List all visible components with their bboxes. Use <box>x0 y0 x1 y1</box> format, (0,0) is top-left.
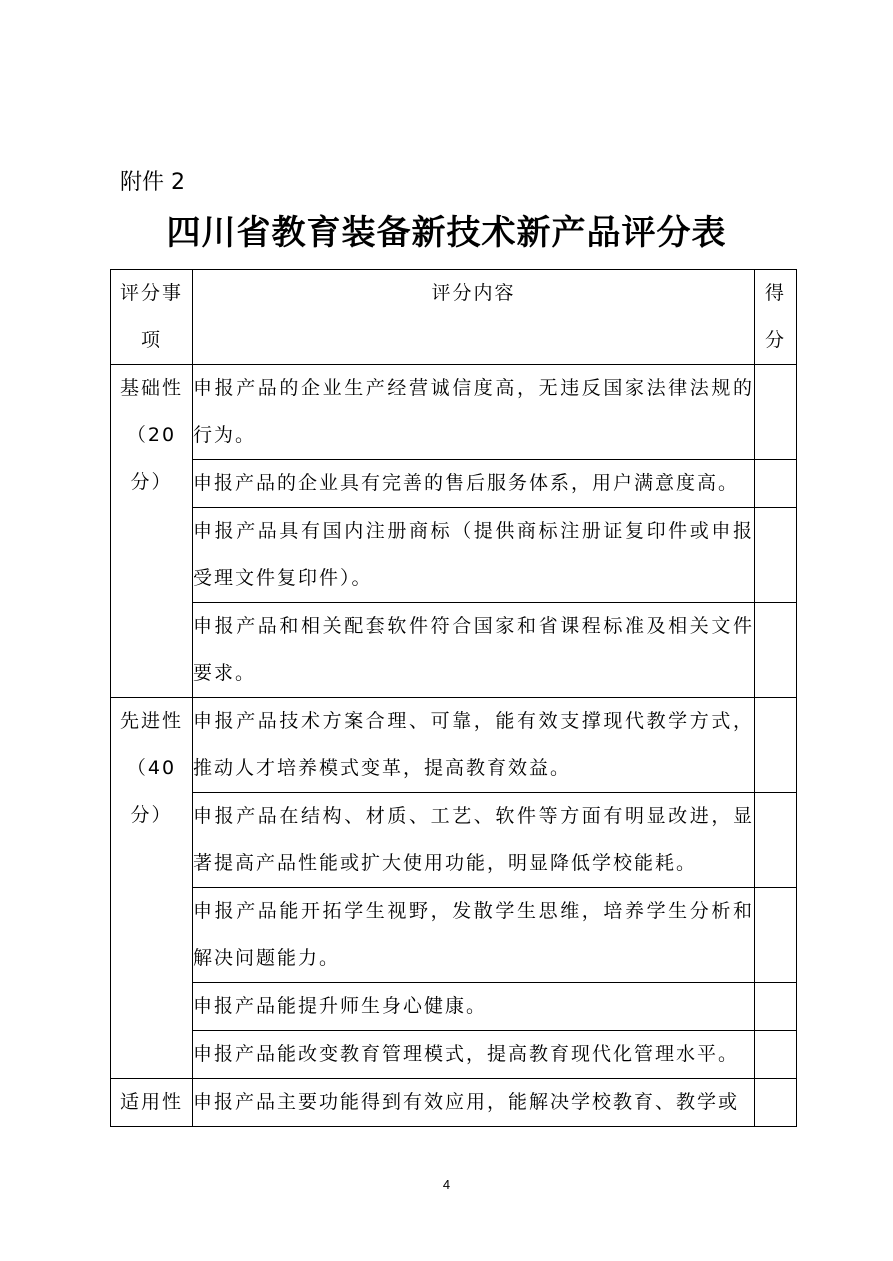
category-name: 先进性 <box>119 710 183 732</box>
category-cell-basic <box>111 365 193 698</box>
criterion-text: 申报产品的企业生产经营诚信度高，无违反国家法律法规的行为。 <box>193 365 755 460</box>
score-cell <box>755 1079 797 1127</box>
criterion-text: 申报产品能开拓学生视野，发散学生思维，培养学生分析和解决问题能力。 <box>193 888 755 983</box>
score-cell <box>755 508 797 603</box>
header-category: 评分事项 <box>111 270 193 365</box>
score-cell <box>755 983 797 1031</box>
score-cell <box>755 698 797 793</box>
table-row <box>111 1079 797 1127</box>
table-row <box>111 460 797 508</box>
criterion-text: 申报产品的企业具有完善的售后服务体系，用户满意度高。 <box>193 460 755 508</box>
table-row <box>111 508 797 603</box>
header-content: 评分内容 <box>193 270 755 365</box>
table-row <box>111 365 797 460</box>
score-cell <box>755 793 797 888</box>
criterion-text: 申报产品主要功能得到有效应用，能解决学校教育、教学或 <box>193 1079 755 1127</box>
score-cell <box>755 460 797 508</box>
page-number: 4 <box>442 1177 451 1192</box>
score-cell <box>755 365 797 460</box>
category-cell-advanced <box>111 698 193 1079</box>
criterion-text: 申报产品具有国内注册商标（提供商标注册证复印件或申报受理文件复印件）。 <box>193 508 755 603</box>
category-name: 基础性 <box>119 377 183 399</box>
table-row <box>111 888 797 983</box>
score-cell <box>755 888 797 983</box>
table-row <box>111 1031 797 1079</box>
category-points: （40分） <box>126 757 177 826</box>
table-header-row <box>111 270 797 365</box>
category-points: （20分） <box>126 424 177 493</box>
category-name: 适用性 <box>119 1091 183 1113</box>
table-row <box>111 603 797 698</box>
criterion-text: 申报产品能改变教育管理模式，提高教育现代化管理水平。 <box>193 1031 755 1079</box>
attachment-label: 附件 2 <box>120 170 185 195</box>
page-title: 四川省教育装备新技术新产品评分表 <box>166 213 727 253</box>
score-cell <box>755 1031 797 1079</box>
scoring-table <box>110 269 797 1127</box>
criterion-text: 申报产品能提升师生身心健康。 <box>193 983 755 1031</box>
table-row <box>111 698 797 793</box>
table-row <box>111 793 797 888</box>
header-score: 得分 <box>755 270 797 365</box>
score-cell <box>755 603 797 698</box>
criterion-text: 申报产品在结构、材质、工艺、软件等方面有明显改进，显著提高产品性能或扩大使用功能，明显降低学校能耗。 <box>193 793 755 888</box>
criterion-text: 申报产品和相关配套软件符合国家和省课程标准及相关文件要求。 <box>193 603 755 698</box>
criterion-text: 申报产品技术方案合理、可靠，能有效支撑现代教学方式，推动人才培养模式变革，提高教育效益。 <box>193 698 755 793</box>
category-cell-applicability <box>111 1079 193 1127</box>
table-row <box>111 983 797 1031</box>
